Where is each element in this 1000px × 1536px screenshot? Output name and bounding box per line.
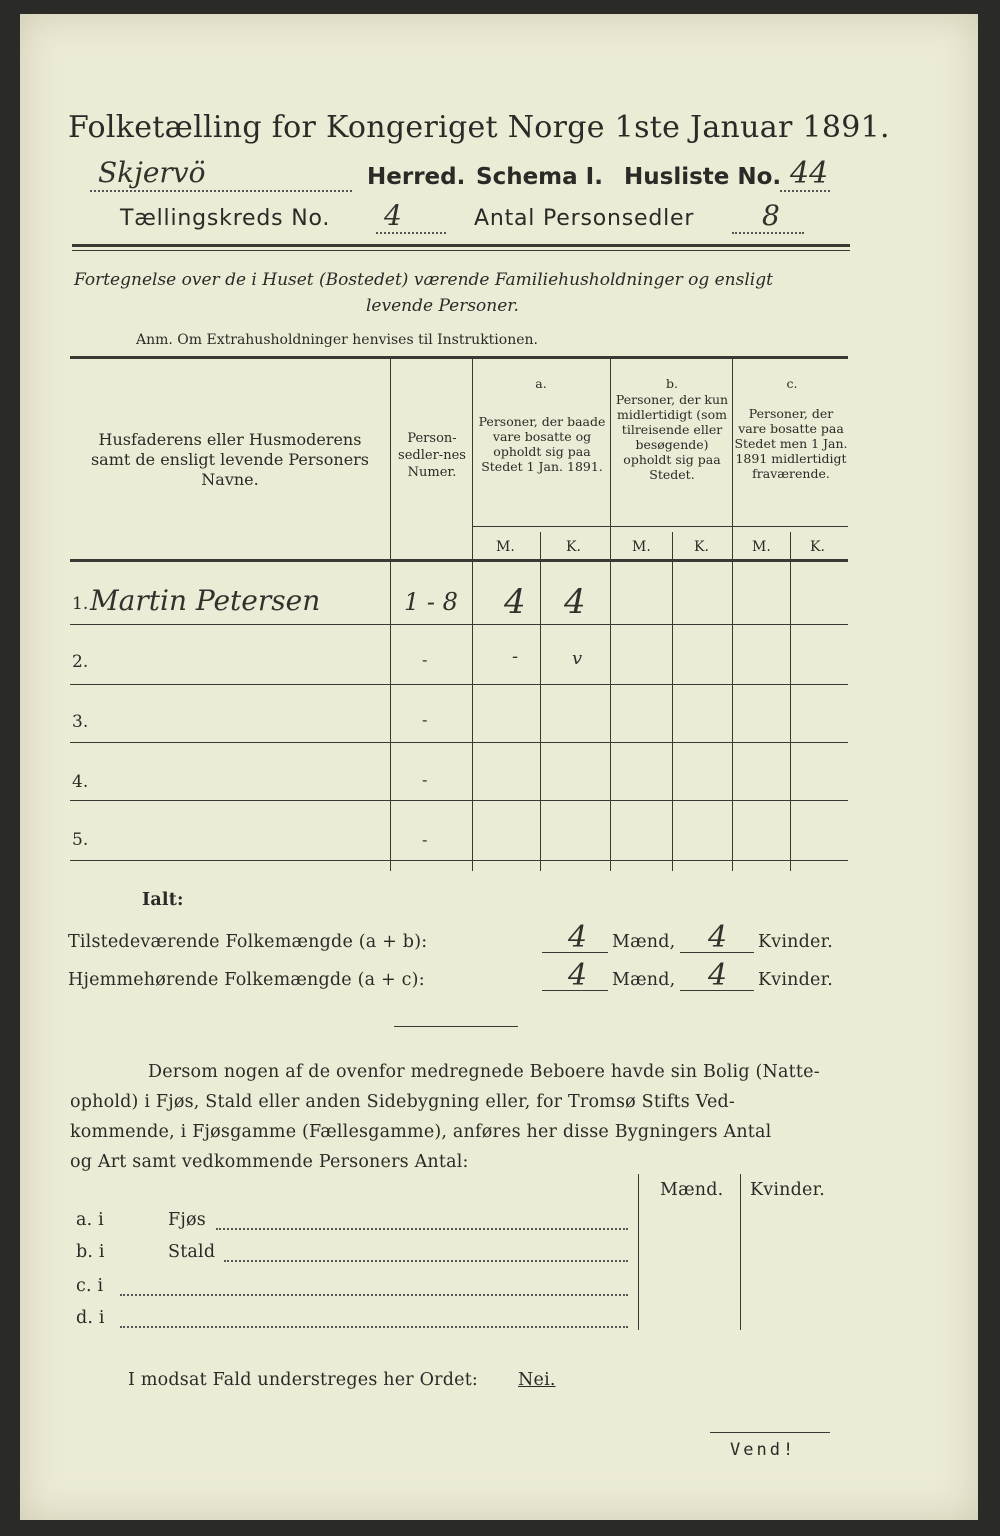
tilstede-m-value: 4 (568, 920, 588, 955)
vend-label: Vend! (730, 1440, 797, 1460)
tilstede-maend: Mænd, (612, 932, 676, 952)
bolig-para-3: kommende, i Fjøsgamme (Fællesgamme), anføres her disse Bygningers Antal (70, 1122, 772, 1142)
bolig-item-d-dots (120, 1326, 628, 1328)
row-2-a-k: v (572, 648, 583, 669)
bolig-item-a-label: Fjøs (168, 1210, 206, 1230)
hjemme-label: Hjemmehørende Folkemængde (a + c): (68, 970, 425, 990)
row-5-sedler: - (422, 830, 428, 849)
herred-value: Skjervö (98, 156, 206, 189)
col-line-am (540, 532, 541, 871)
row-3-number: 3. (72, 712, 89, 732)
bolig-col-mid (740, 1174, 741, 1330)
bolig-item-a-letter: a. i (76, 1210, 104, 1230)
bolig-item-c-dots (120, 1294, 628, 1296)
bolig-item-a-dots (216, 1228, 628, 1230)
row-rule-1 (70, 624, 848, 625)
hjemme-kvinder: Kvinder. (758, 970, 833, 990)
col-line-a (610, 359, 611, 871)
row-1-a-m: 4 (504, 582, 526, 622)
col-b-header: Personer, der kun midlertidigt (som tilreisende eller besøgende) opholdt sig paa Stedet. (615, 392, 729, 482)
vend-rule (710, 1432, 830, 1433)
col-a-letter: a. (535, 376, 547, 391)
intro-line-1: Fortegnelse over de i Huset (Bostedet) værende Familiehusholdninger og ensligt (74, 270, 773, 290)
c-m-label: M. (752, 539, 771, 555)
modsat-word: Nei. (518, 1370, 556, 1390)
herred-dots (90, 190, 352, 192)
a-k-label: K. (566, 539, 581, 555)
husliste-value: 44 (790, 156, 829, 191)
row-4-number: 4. (72, 772, 89, 792)
col-name-header: Husfaderens eller Husmoderens samt de ensligt levende Personers Navne. (90, 430, 370, 489)
kreds-dots (376, 232, 446, 234)
row-1-name: Martin Petersen (90, 584, 321, 617)
bolig-item-d-letter: d. i (76, 1308, 105, 1328)
herred-label: Herred. (367, 164, 466, 190)
modsat-text: I modsat Fald understreges her Ordet: (128, 1370, 479, 1390)
mk-rule (472, 526, 848, 527)
col-line-bm (672, 532, 673, 871)
antal-label: Antal Personsedler (474, 206, 695, 231)
kreds-label: Tællingskreds No. (120, 206, 331, 231)
row-2-number: 2. (72, 652, 89, 672)
bolig-para-1: Dersom nogen af de ovenfor medregnede Beboere havde sin Bolig (Natte- (148, 1062, 820, 1082)
tilstede-kvinder: Kvinder. (758, 932, 833, 952)
schema-label: Schema I. (476, 164, 603, 190)
col-line-num (472, 359, 473, 871)
col-num-header: Person-sedler-nes Numer. (398, 431, 466, 480)
col-line-cm (790, 532, 791, 871)
hjemme-maend: Mænd, (612, 970, 676, 990)
row-4-sedler: - (422, 770, 428, 789)
divider-short (394, 1026, 518, 1027)
row-2-a-m: - (512, 646, 519, 667)
bolig-col-left (638, 1174, 639, 1330)
bolig-col-kvinder: Kvinder. (750, 1180, 825, 1200)
b-k-label: K. (694, 539, 709, 555)
bolig-item-c-letter: c. i (76, 1276, 104, 1296)
hjemme-m-value: 4 (568, 958, 588, 993)
row-5-number: 5. (72, 830, 89, 850)
row-rule-3 (70, 742, 848, 743)
header-rule-thin (72, 250, 850, 251)
hjemme-k-value: 4 (708, 958, 728, 993)
col-c-letter: c. (786, 376, 798, 391)
antal-value: 8 (762, 199, 780, 232)
row-1-a-k: 4 (564, 582, 586, 622)
col-line-b (732, 359, 733, 871)
husliste-label: Husliste No. (624, 164, 782, 190)
col-c-header: Personer, der vare bosatte paa Stedet men 1 Jan. 1891 midlertidigt fraværende. (734, 406, 848, 481)
anm-note: Anm. Om Extrahusholdninger henvises til Instruktionen. (136, 332, 538, 348)
intro-line-2: levende Personer. (366, 296, 519, 316)
bolig-para-2: ophold) i Fjøs, Stald eller anden Sidebygning eller, for Tromsø Stifts Ved- (70, 1092, 736, 1112)
kreds-value: 4 (384, 199, 402, 232)
row-rule-5 (70, 860, 848, 861)
a-m-label: M. (496, 539, 515, 555)
row-2-sedler: - (422, 650, 428, 669)
c-k-label: K. (810, 539, 825, 555)
ialt-label: Ialt: (142, 890, 184, 910)
bolig-item-b-letter: b. i (76, 1242, 105, 1262)
bolig-para-4: og Art samt vedkommende Personers Antal: (70, 1152, 469, 1172)
bolig-item-b-label: Stald (168, 1242, 216, 1262)
col-line-name (390, 359, 391, 871)
husliste-dots (780, 190, 830, 192)
col-a-header: Personer, der baade vare bosatte og opholdt sig paa Stedet 1 Jan. 1891. (478, 414, 606, 474)
bolig-item-b-dots (224, 1260, 628, 1262)
tilstede-label: Tilstedeværende Folkemængde (a + b): (68, 932, 428, 952)
col-b-letter: b. (666, 376, 678, 391)
census-form (20, 14, 978, 1520)
row-rule-2 (70, 684, 848, 685)
form-title: Folketælling for Kongeriget Norge 1ste Januar 1891. (68, 110, 890, 145)
row-3-sedler: - (422, 710, 428, 729)
row-1-number: 1. (72, 594, 89, 614)
antal-dots (732, 232, 804, 234)
bolig-col-maend: Mænd. (660, 1180, 724, 1200)
tilstede-k-value: 4 (708, 920, 728, 955)
header-rule (72, 244, 850, 247)
row-1-sedler: 1 - 8 (404, 588, 458, 616)
b-m-label: M. (632, 539, 651, 555)
row-rule-4 (70, 800, 848, 801)
